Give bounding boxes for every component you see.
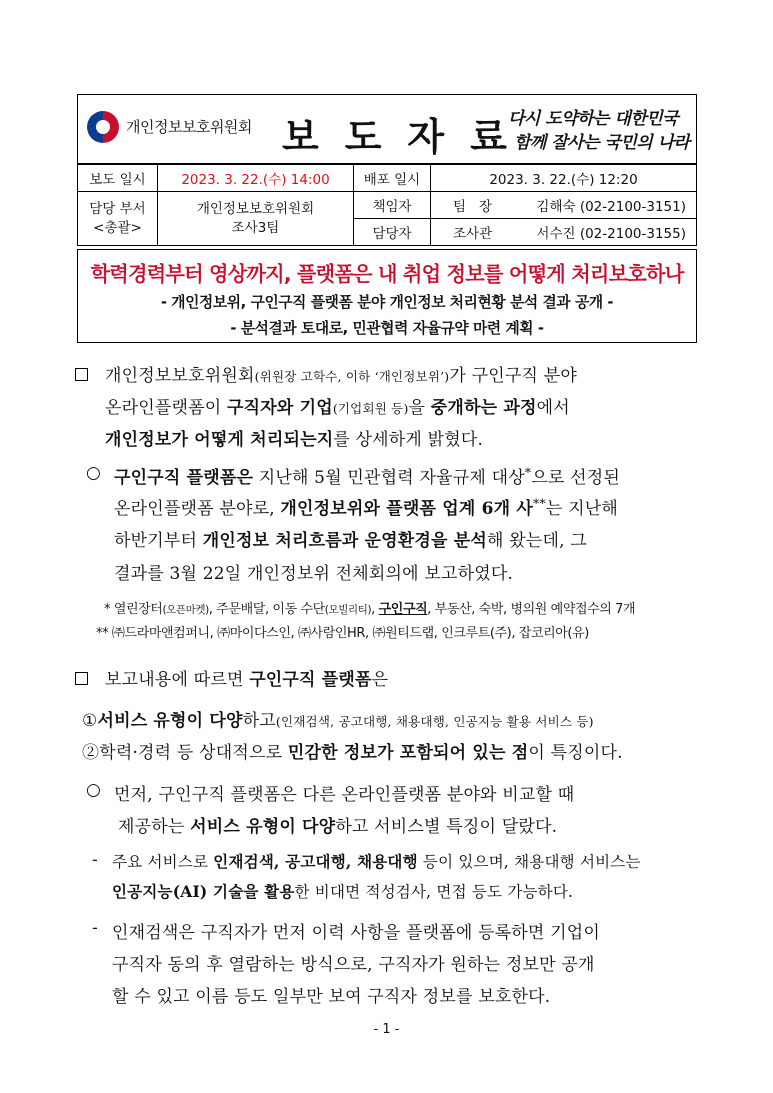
slogan-line1: 다시 도약하는 대한민국 (508, 109, 679, 129)
list-text: 하고 (242, 711, 276, 731)
release-label: 보도 일시 (78, 165, 158, 192)
slogan-line2: 함께 잘사는 국민의 나라 (514, 133, 690, 153)
fn-text: , 부동산, 숙박, 병의원 예약접수의 7개 (427, 602, 636, 617)
list-text: ②학력·경력 등 상대적으로 (82, 743, 288, 763)
dash-bullet: - (92, 850, 98, 870)
para2-line4: 결과를 3월 22일 개인정보위 전체회의에 보고하였다. (114, 564, 514, 584)
para1-bold: 개인정보가 어떻게 처리되는지 (105, 430, 334, 450)
fn-text: (모빌리티) (324, 604, 372, 616)
checkbox-square-icon (75, 672, 88, 685)
responsible-label: 책임자 (354, 192, 431, 219)
page-number: - 1 - (373, 1022, 400, 1037)
contact-label: 담당자 (354, 219, 431, 246)
release-info-table (77, 164, 697, 246)
list-bold: 서비스 유형이 다양 (97, 711, 243, 731)
para1-text: 를 상세하게 밝혔다. (333, 430, 484, 450)
para1-text: (위원장 고학수, 이하 ‘개인정보위’) (254, 369, 450, 384)
dept-value (158, 192, 354, 246)
fn-bold: 구인구직 (378, 602, 428, 617)
para1-text: 개인정보보호위원회 (105, 366, 255, 386)
para4-text: 제공하는 (118, 817, 191, 837)
para1-bold: 중개하는 과정 (430, 398, 537, 418)
distribution-label: 배포 일시 (354, 165, 431, 192)
para2-line1 (114, 463, 620, 488)
list-item-2 (82, 738, 623, 763)
para2-mark: ** (533, 495, 546, 511)
fn-text: , 주문배달, 이동 수단 (208, 602, 325, 617)
dept-label-line1: 담당 부서 (89, 200, 146, 217)
contact-name: 서수진 (02-2100-3155) (536, 226, 686, 242)
fn-text: , (371, 602, 379, 617)
contact-title: 조사관 (453, 226, 493, 242)
para4-text: 하고 서비스별 특징이 달랐다. (335, 817, 558, 837)
para2-text: 해 왔는데, 그 (487, 531, 587, 551)
list-text: ① (82, 711, 98, 731)
dept-value-line2: 조사3팀 (231, 219, 280, 236)
para3-text: 은 (371, 670, 389, 690)
para1-text: 을 (408, 398, 431, 418)
para2-text: 는 지난해 (545, 499, 619, 519)
press-release-title: 보도자료 (282, 114, 533, 159)
headline-subtitle1: - 개인정보위, 구인구직 플랫폼 분야 개인정보 처리현황 분석 결과 공개 - (160, 293, 614, 311)
fn-text: * 열린장터 (104, 602, 163, 617)
para4-line2 (118, 812, 557, 837)
headline-subtitle2: - 분석결과 토대로, 민관협력 자율규약 마련 계획 - (230, 319, 544, 337)
distribution-value: 2023. 3. 22.(수) 12:20 (431, 165, 697, 192)
para5-bold: 인재검색, 공고대행, 채용대행 (213, 852, 418, 871)
dept-label-line2: <총괄> (93, 219, 142, 236)
para2-text: 하반기부터 (114, 531, 203, 551)
para1-line3 (105, 425, 483, 450)
fn-text: (오픈마켓) (162, 604, 209, 616)
para6-line3: 할 수 있고 이름 등도 일부만 보여 구직자 정보를 보호한다. (112, 987, 551, 1007)
circle-bullet-icon: ○ (86, 463, 102, 483)
para2-bold: 구인구직 플랫폼은 (114, 468, 254, 488)
list-item-1 (82, 706, 594, 731)
para2-line3 (114, 526, 587, 551)
para5-text: 주요 서비스로 (112, 853, 214, 871)
para1-line1 (105, 361, 577, 386)
footnote2: ** ㈜드라마앤컴퍼니, ㈜마이다스인, ㈜사람인HR, ㈜원티드랩, 인크루트(주), 잡코리아(유) (96, 626, 589, 641)
org-name: 개인정보보호위원회 (126, 118, 252, 136)
para2-text: 지난해 5월 민관협력 자율규제 대상 (253, 468, 525, 488)
para3-text: 보고내용에 따르면 (105, 670, 250, 690)
responsible-name: 김해숙 (02-2100-3151) (536, 199, 686, 215)
para5-line1 (112, 850, 641, 872)
para2-mark: * (524, 464, 532, 480)
footnote1 (104, 598, 635, 617)
para1-text: 온라인플랫폼이 (105, 398, 227, 418)
para2-bold: 개인정보 처리흐름과 운영환경을 분석 (202, 531, 488, 551)
para2-text: 온라인플랫폼 분야로, (114, 499, 281, 519)
para2-bold: 개인정보위와 플랫폼 업계 6개 사 (280, 499, 534, 519)
para4-bold: 서비스 유형이 다양 (190, 817, 336, 837)
para6-line1: 인재검색은 구직자가 먼저 이력 사항을 플랫폼에 등록하면 기업이 (112, 923, 601, 943)
checkbox-square-icon (75, 368, 88, 381)
government-emblem-icon (87, 111, 119, 143)
para5-line2 (112, 880, 573, 902)
para5-text: 한 비대면 적성검사, 면접 등도 가능하다. (294, 883, 574, 901)
responsible-title: 팀 장 (453, 199, 492, 215)
para1-line2 (105, 393, 570, 418)
release-value: 2023. 3. 22.(수) 14:00 (158, 165, 354, 192)
list-text: 이 특징이다. (528, 743, 623, 763)
para1-text: 에서 (536, 398, 570, 418)
responsible-value (431, 192, 697, 219)
para5-bold: 인공지능(AI) 기술을 활용 (112, 882, 295, 901)
para1-text: 가 구인구직 분야 (449, 366, 577, 386)
para3-bold: 구인구직 플랫폼 (249, 670, 372, 690)
para3-line1 (105, 665, 388, 690)
list-bold: 민감한 정보가 포함되어 있는 점 (287, 743, 529, 763)
para5-text: 등이 있으며, 채용대행 서비스는 (417, 853, 641, 871)
dept-label (78, 192, 158, 246)
para1-bold: 구직자와 기업 (226, 398, 333, 418)
circle-bullet-icon: ○ (86, 780, 102, 800)
headline-title: 학력경력부터 영상까지, 플랫폼은 내 취업 정보를 어떻게 처리보호하나 (90, 262, 684, 286)
para2-text: 으로 선정된 (531, 468, 621, 488)
para2-line2 (114, 494, 618, 519)
dash-bullet: - (92, 918, 98, 938)
list-text: (인재검색, 공고대행, 채용대행, 인공지능 활용 서비스 등) (275, 714, 594, 729)
contact-value (431, 219, 697, 246)
para1-text: (기업회원 등) (332, 401, 409, 416)
para4-line1: 먼저, 구인구직 플랫폼은 다른 온라인플랫폼 분야와 비교할 때 (114, 785, 575, 805)
dept-value-line1: 개인정보보호위원회 (196, 200, 315, 217)
para6-line2: 구직자 동의 후 열람하는 방식으로, 구직자가 원하는 정보만 공개 (112, 955, 595, 975)
